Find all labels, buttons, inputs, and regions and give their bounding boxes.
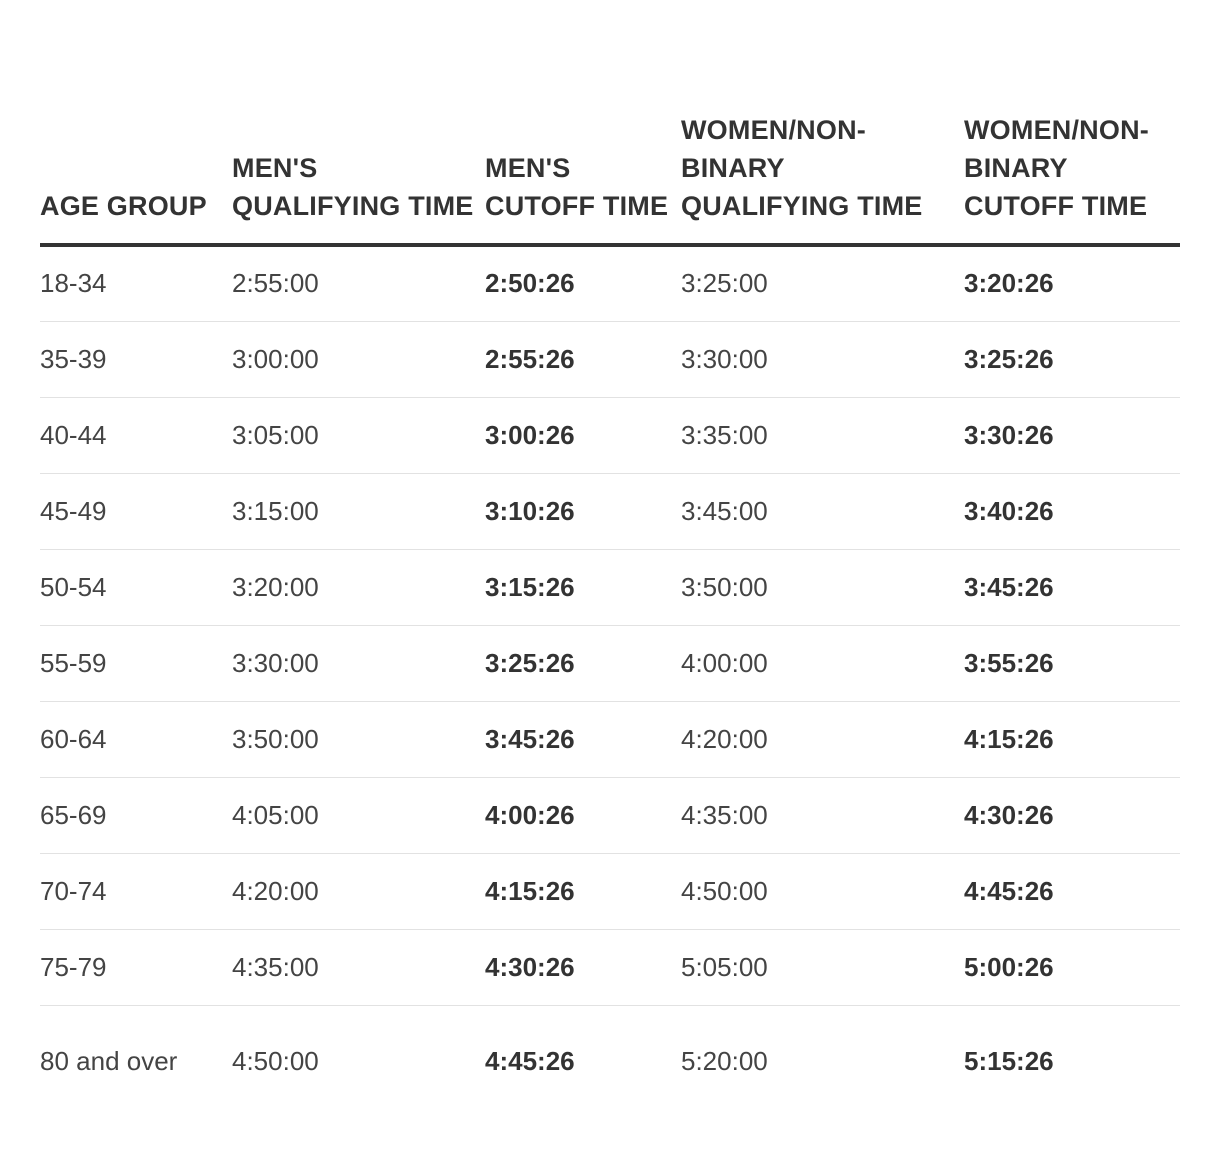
women-qualifying-cell: 4:20:00 (681, 701, 964, 777)
women-cutoff-cell: 5:15:26 (964, 1045, 1054, 1076)
mens-cutoff-cell: 3:25:26 (485, 625, 681, 701)
age-group-cell: 75-79 (40, 929, 232, 1005)
women-cutoff-cell: 3:45:26 (964, 549, 1180, 625)
women-qualifying-cell: 5:05:00 (681, 929, 964, 1005)
women-qualifying-cell: 3:45:00 (681, 473, 964, 549)
women-qualifying-cell: 4:35:00 (681, 777, 964, 853)
age-group-cell: 35-39 (40, 321, 232, 397)
women-cutoff-cell: 4:30:26 (964, 777, 1180, 853)
table-header (40, 0, 1180, 245)
table-row (40, 321, 1180, 397)
women-cutoff-cell: 3:55:26 (964, 625, 1180, 701)
mens-cutoff-cell: 2:50:26 (485, 245, 681, 321)
header-mens-cutoff-time: MEN'S CUTOFF TIME (485, 0, 681, 245)
header-row (40, 0, 1180, 245)
age-group-cell: 80 and over (40, 1045, 178, 1076)
table-row (40, 245, 1180, 321)
mens-qualifying-cell: 2:55:00 (232, 245, 485, 321)
women-cutoff-cell: 3:40:26 (964, 473, 1180, 549)
women-qualifying-cell: 4:00:00 (681, 625, 964, 701)
qualifying-times-table-container (40, 0, 1180, 1117)
table-row (40, 929, 1180, 1005)
women-qualifying-cell: 4:50:00 (681, 853, 964, 929)
mens-cutoff-cell: 3:10:26 (485, 473, 681, 549)
table-row (40, 625, 1180, 701)
mens-qualifying-cell: 3:00:00 (232, 321, 485, 397)
women-cutoff-cell: 4:15:26 (964, 701, 1180, 777)
age-group-cell: 55-59 (40, 625, 232, 701)
age-group-cell: 45-49 (40, 473, 232, 549)
table-body (40, 245, 1180, 1117)
table-row (40, 549, 1180, 625)
table-row (40, 473, 1180, 549)
mens-qualifying-cell: 3:15:00 (232, 473, 485, 549)
header-women-cutoff-time: WOMEN/NON-BINARY CUTOFF TIME (964, 0, 1180, 245)
mens-cutoff-cell: 3:15:26 (485, 549, 681, 625)
women-qualifying-cell: 5:20:00 (681, 1045, 768, 1076)
mens-qualifying-cell: 3:05:00 (232, 397, 485, 473)
age-group-cell: 18-34 (40, 245, 232, 321)
women-qualifying-cell: 3:25:00 (681, 245, 964, 321)
mens-qualifying-cell: 4:50:00 (232, 1045, 319, 1076)
table-row (40, 777, 1180, 853)
qualifying-times-table (40, 0, 1180, 1117)
mens-qualifying-cell: 3:30:00 (232, 625, 485, 701)
age-group-cell: 60-64 (40, 701, 232, 777)
header-mens-qualifying-time: MEN'S QUALIFYING TIME (232, 0, 485, 245)
mens-qualifying-cell: 3:50:00 (232, 701, 485, 777)
mens-cutoff-cell: 4:15:26 (485, 853, 681, 929)
women-cutoff-cell: 3:30:26 (964, 397, 1180, 473)
mens-cutoff-cell: 4:45:26 (485, 1045, 575, 1076)
mens-qualifying-cell: 3:20:00 (232, 549, 485, 625)
women-qualifying-cell: 3:50:00 (681, 549, 964, 625)
mens-cutoff-cell: 4:30:26 (485, 929, 681, 1005)
header-age-group: AGE GROUP (40, 0, 232, 245)
table-row (40, 853, 1180, 929)
mens-cutoff-cell: 2:55:26 (485, 321, 681, 397)
women-cutoff-cell: 4:45:26 (964, 853, 1180, 929)
mens-cutoff-cell: 3:45:26 (485, 701, 681, 777)
mens-qualifying-cell: 4:05:00 (232, 777, 485, 853)
age-group-cell: 70-74 (40, 853, 232, 929)
women-qualifying-cell: 3:30:00 (681, 321, 964, 397)
women-cutoff-cell: 3:25:26 (964, 321, 1180, 397)
age-group-cell: 65-69 (40, 777, 232, 853)
women-cutoff-cell: 3:20:26 (964, 245, 1180, 321)
mens-cutoff-cell: 3:00:26 (485, 397, 681, 473)
mens-cutoff-cell: 4:00:26 (485, 777, 681, 853)
age-group-cell: 50-54 (40, 549, 232, 625)
age-group-cell: 40-44 (40, 397, 232, 473)
women-cutoff-cell: 5:00:26 (964, 929, 1180, 1005)
table-row (40, 701, 1180, 777)
mens-qualifying-cell: 4:35:00 (232, 929, 485, 1005)
women-qualifying-cell: 3:35:00 (681, 397, 964, 473)
header-women-qualifying-time: WOMEN/NON-BINARY QUALIFYING TIME (681, 0, 964, 245)
table-row (40, 397, 1180, 473)
table-row (40, 1005, 1180, 1117)
mens-qualifying-cell: 4:20:00 (232, 853, 485, 929)
